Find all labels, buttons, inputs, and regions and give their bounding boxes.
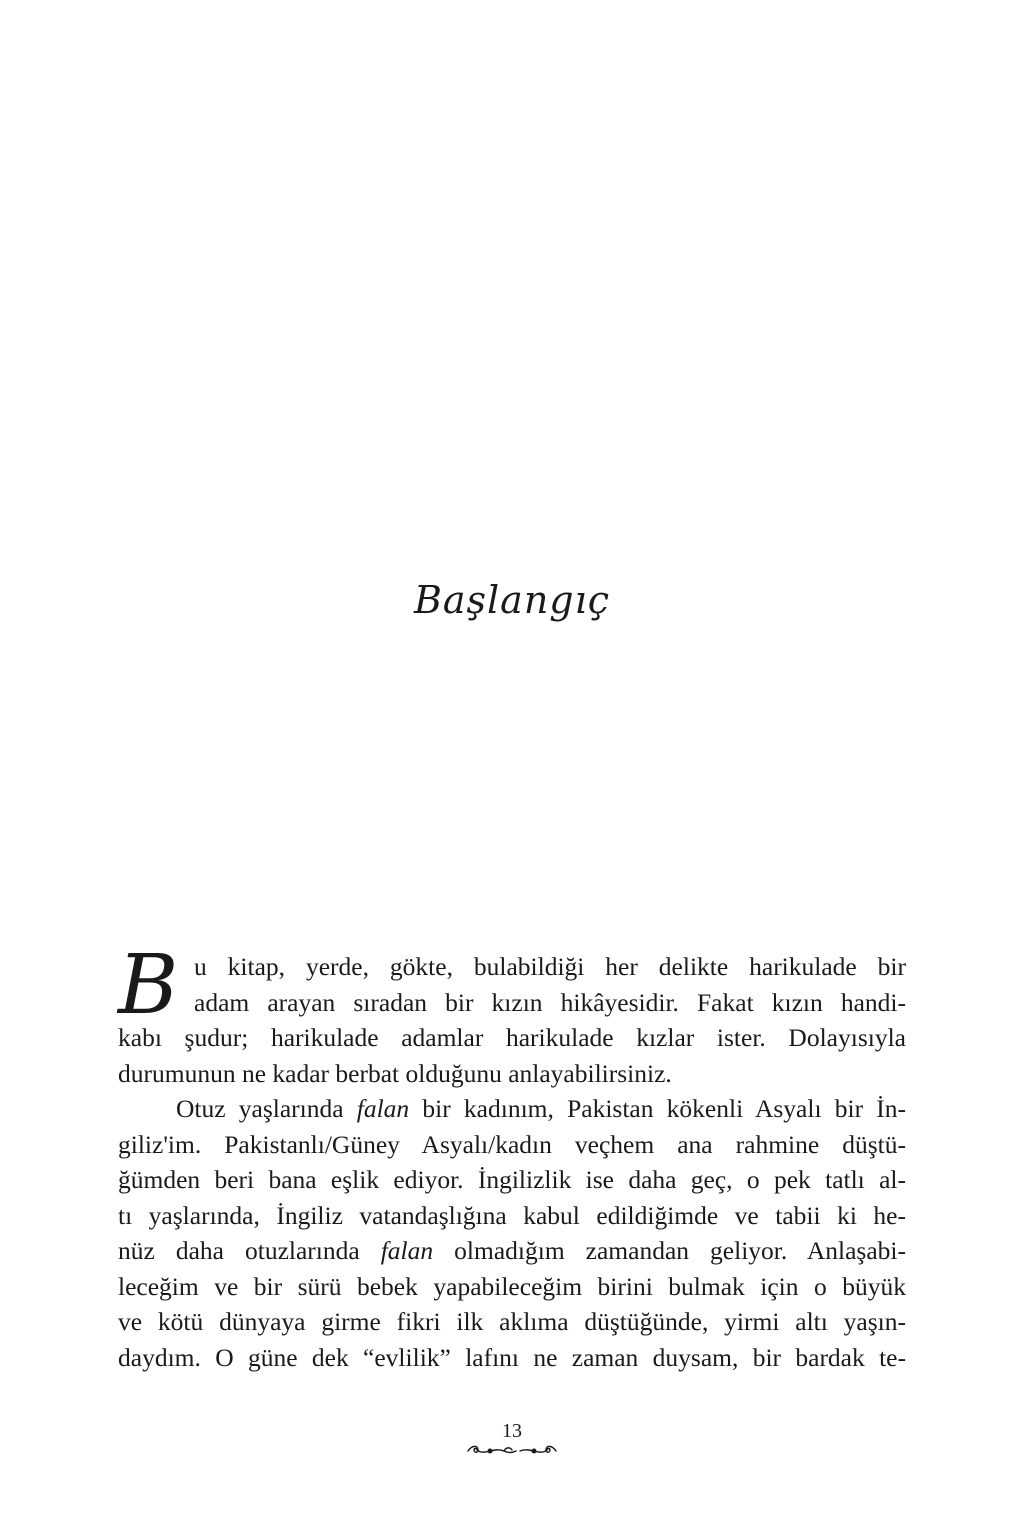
text-line: u kitap, yerde, gökte, bulabildiği her delikte harikulade bir <box>194 952 906 981</box>
text-line <box>118 1233 906 1269</box>
text-line: leceğim ve bir sürü bebek yapabileceğim birini bulmak için o büyük <box>118 1271 906 1301</box>
text-line: kabı şudur; harikulade adamlar harikulade kızlar ister. Dolayısıyla <box>118 1023 906 1052</box>
text-line: tı yaşlarında, İngiliz vatandaşlığına kabul edildiğimde ve tabii ki he- <box>118 1200 906 1230</box>
text-line: ğümden beri bana eşlik ediyor. İngilizlik ise daha geç, o pek tatlı al- <box>118 1165 906 1194</box>
text-line: giliz'im. Pakistanlı/Güney Asyalı/kadın veçhem ana rahmine düştü- <box>118 1129 906 1159</box>
chapter-title: Başlangıç <box>413 578 611 622</box>
body-text <box>118 938 906 1375</box>
text-line: durumunun ne kadar berbat olduğunu anlayabilirsiniz. <box>118 1058 672 1088</box>
scroll-flourish-icon <box>464 1442 560 1458</box>
text-segment: olmadığım zamandan geliyor. Anlaşabi- <box>433 1236 906 1265</box>
text-segment: Otuz yaşlarında <box>176 1094 357 1123</box>
paragraph-2 <box>118 1091 906 1375</box>
text-line <box>176 1091 906 1127</box>
text-segment: nüz daha otuzlarında <box>118 1236 381 1265</box>
text-line: ve kötü dünyaya girme fikri ilk aklıma düştüğünde, yirmi altı yaşın- <box>118 1307 906 1336</box>
emphasis-falan: falan <box>380 1236 434 1265</box>
text-line: adam arayan sıradan bir kızın hikâyesidir. Fakat kızın handi- <box>194 987 906 1017</box>
emphasis-falan: falan <box>356 1094 410 1123</box>
text-line: daydım. O güne dek “evlilik” lafını ne zaman duysam, bir bardak te- <box>118 1342 906 1372</box>
text-segment: bir kadınım, Pakistan kökenli Asyalı bir İn- <box>409 1094 906 1123</box>
paragraph-1 <box>118 938 906 1091</box>
page-number: 13 <box>502 1420 522 1442</box>
drop-cap: B <box>118 938 179 1033</box>
